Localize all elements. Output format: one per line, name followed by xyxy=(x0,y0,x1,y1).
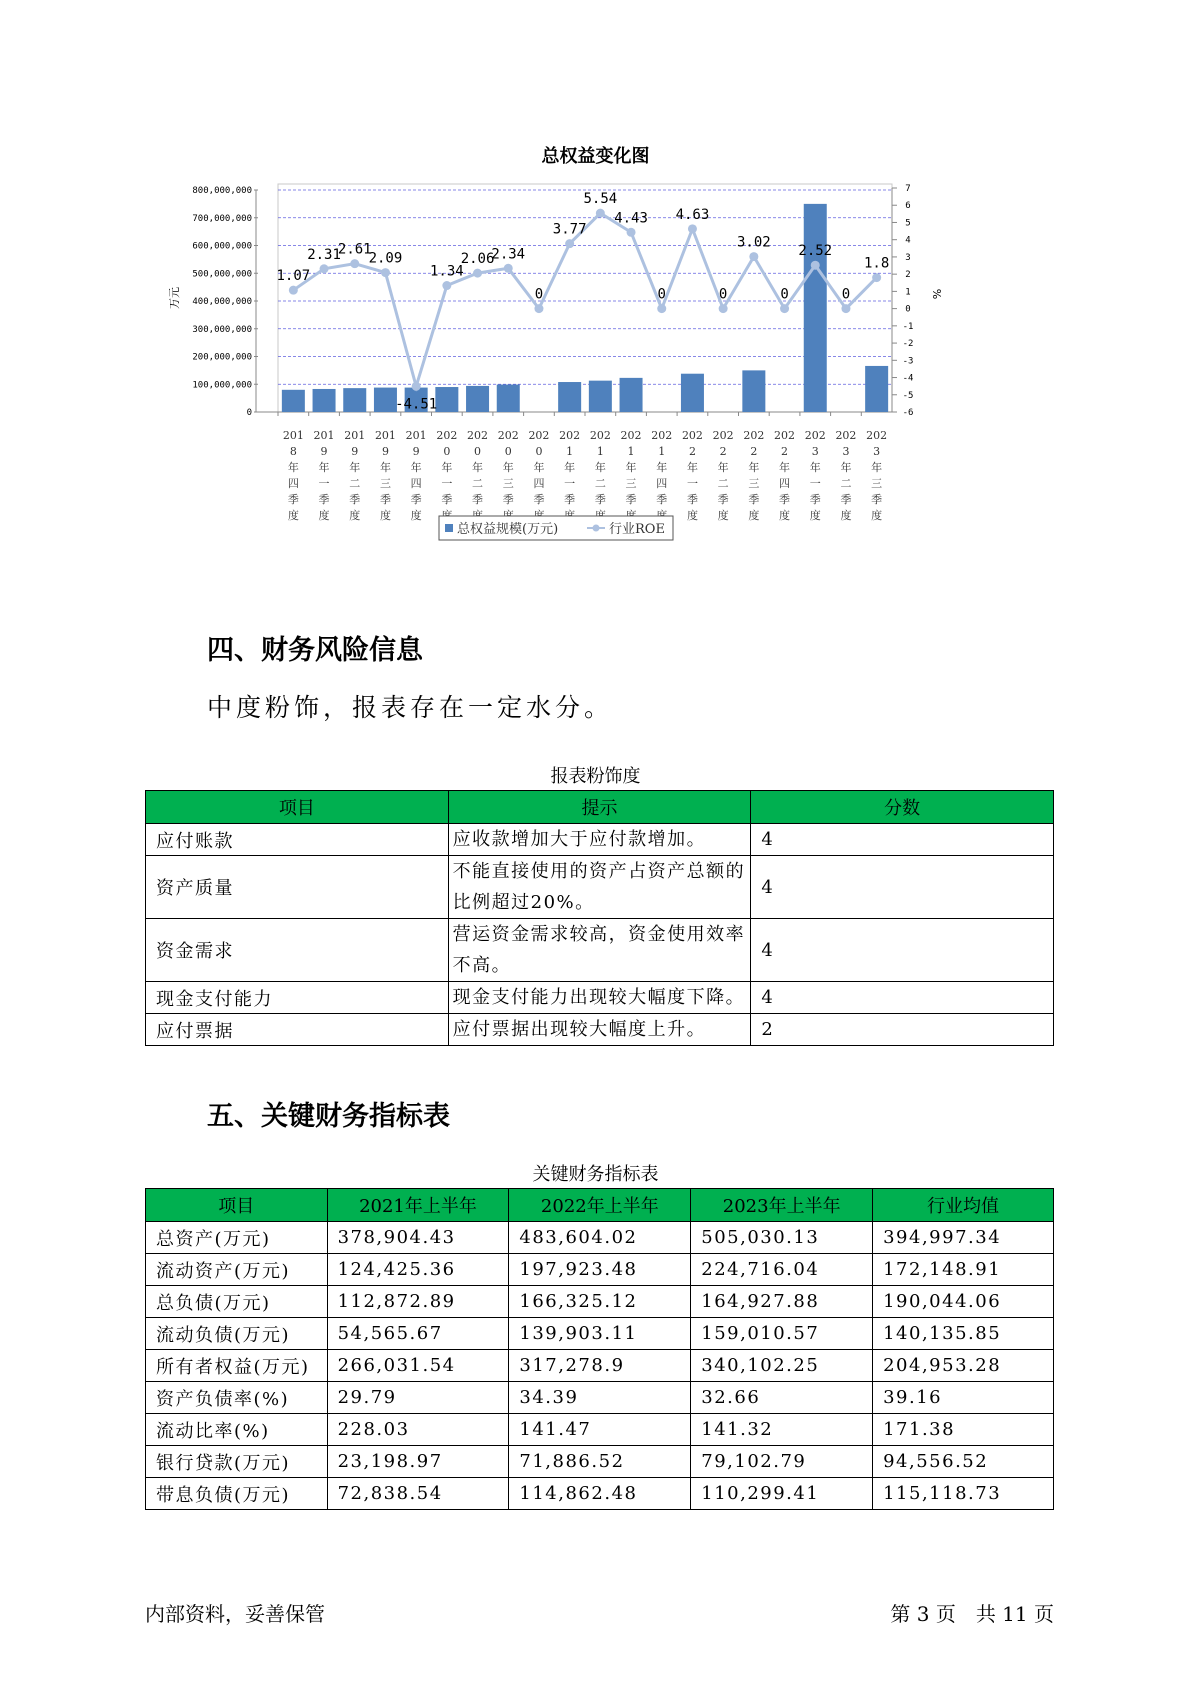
indicator-value-cell: 171.38 xyxy=(873,1414,1054,1446)
column-header: 项目 xyxy=(146,791,449,824)
footer-page-number: 第 3 页 共 11 页 xyxy=(890,1602,1054,1626)
right-axis-tick-label: 2 xyxy=(905,270,911,281)
indicator-name-cell: 银行贷款(万元) xyxy=(146,1446,328,1478)
left-axis-tick-label: 700,000,000 xyxy=(192,213,252,224)
roe-point xyxy=(841,304,850,313)
roe-data-label: 1.8 xyxy=(864,255,890,272)
item-cell: 应付票据 xyxy=(146,1014,449,1046)
indicator-value-cell: 29.79 xyxy=(327,1382,509,1414)
bar xyxy=(804,204,827,412)
roe-data-label: 0 xyxy=(841,286,851,303)
roe-point xyxy=(811,261,820,270)
x-axis-tick-label: 202 0 年四季 xyxy=(528,429,550,506)
x-axis-tick-label: 201 9 年一季度 xyxy=(313,429,335,522)
x-axis-tick-label: 202 1 年二季 xyxy=(589,429,611,506)
right-axis-tick-label: 0 xyxy=(905,304,911,315)
roe-point xyxy=(473,269,482,278)
indicator-value-cell: 94,556.52 xyxy=(873,1446,1054,1478)
roe-point xyxy=(350,259,359,268)
indicator-name-cell: 资产负债率(%) xyxy=(146,1382,328,1414)
roe-data-label: 2.52 xyxy=(798,243,833,260)
indicator-value-cell: 394,997.34 xyxy=(873,1222,1054,1254)
roe-point xyxy=(381,268,390,277)
roe-point xyxy=(504,264,513,273)
indicator-value-cell: 228.03 xyxy=(327,1414,509,1446)
x-axis-tick-label: 202 3 年三季度 xyxy=(866,429,888,522)
table-row xyxy=(146,1478,1054,1510)
indicator-value-cell: 54,565.67 xyxy=(327,1318,509,1350)
item-cell: 现金支付能力 xyxy=(146,982,449,1014)
roe-point xyxy=(596,209,605,218)
x-axis-tick-label: 201 9 年三季度 xyxy=(374,429,396,522)
table-row xyxy=(146,856,1054,919)
indicator-value-cell: 378,904.43 xyxy=(327,1222,509,1254)
risk-summary-text: 中度粉饰，报表存在一定水分。 xyxy=(207,693,614,722)
legend-bar-swatch xyxy=(445,524,453,532)
left-axis-label: 万元 xyxy=(168,287,181,309)
indicator-name-cell: 流动负债(万元) xyxy=(146,1318,328,1350)
indicator-value-cell: 112,872.89 xyxy=(327,1286,509,1318)
column-header: 项目 xyxy=(146,1189,328,1222)
tip-cell: 现金支付能力出现较大幅度下降。 xyxy=(448,982,751,1014)
score-cell: 4 xyxy=(751,856,1054,919)
indicator-value-cell: 172,148.91 xyxy=(873,1254,1054,1286)
roe-point xyxy=(320,264,329,273)
left-axis-tick-label: 800,000,000 xyxy=(192,186,252,196)
bar xyxy=(681,374,704,412)
item-cell: 资产质量 xyxy=(146,856,449,919)
indicator-value-cell: 71,886.52 xyxy=(509,1446,691,1478)
roe-point xyxy=(688,224,697,233)
left-axis-tick-label: 500,000,000 xyxy=(192,269,252,280)
indicator-value-cell: 340,102.25 xyxy=(691,1350,873,1382)
roe-data-label: 2.34 xyxy=(491,246,526,263)
indicator-value-cell: 505,030.13 xyxy=(691,1222,873,1254)
indicator-value-cell: 140,135.85 xyxy=(873,1318,1054,1350)
indicator-value-cell: 139,903.11 xyxy=(509,1318,691,1350)
chart-title: 总权益变化图 xyxy=(541,146,650,167)
right-axis-tick-label: 7 xyxy=(905,184,911,194)
table-header-row xyxy=(146,791,1054,824)
tip-cell: 应付票据出现较大幅度上升。 xyxy=(448,1014,751,1046)
score-cell: 4 xyxy=(751,824,1054,856)
score-cell: 4 xyxy=(751,919,1054,982)
column-header: 2023年上半年 xyxy=(691,1189,873,1222)
left-axis-tick-label: 600,000,000 xyxy=(192,241,252,252)
tip-cell: 应收款增加大于应付款增加。 xyxy=(448,824,751,856)
roe-point xyxy=(534,304,543,313)
whitewash-table xyxy=(145,790,1054,1046)
left-axis-tick-label: 300,000,000 xyxy=(192,324,252,335)
roe-data-label: 2.09 xyxy=(368,250,403,267)
indicator-value-cell: 266,031.54 xyxy=(327,1350,509,1382)
table-header-row xyxy=(146,1189,1054,1222)
x-axis-tick-label: 202 2 年二季度 xyxy=(712,429,734,522)
bar xyxy=(466,386,489,412)
right-axis-tick-label: 3 xyxy=(905,252,911,263)
indicator-value-cell: 72,838.54 xyxy=(327,1478,509,1510)
right-axis-tick-label: 1 xyxy=(905,287,911,298)
right-axis-tick-label: -6 xyxy=(902,408,914,418)
roe-data-label: 2.61 xyxy=(337,241,372,258)
roe-data-label: 0 xyxy=(657,286,666,303)
legend-bar-label: 总权益规模(万元) xyxy=(457,522,559,537)
indicator-name-cell: 带息负债(万元) xyxy=(146,1478,328,1510)
table-row xyxy=(146,1286,1054,1318)
table-row xyxy=(146,1350,1054,1382)
x-axis-tick-label: 201 8 年四季度 xyxy=(282,429,304,522)
table-row xyxy=(146,1014,1054,1046)
indicator-value-cell: 166,325.12 xyxy=(509,1286,691,1318)
indicator-value-cell: 224,716.04 xyxy=(691,1254,873,1286)
bar xyxy=(343,388,366,412)
x-axis-tick-label: 202 3 年一季度 xyxy=(804,429,826,522)
item-cell: 资金需求 xyxy=(146,919,449,982)
column-header: 行业均值 xyxy=(873,1189,1054,1222)
column-header: 2022年上半年 xyxy=(509,1189,691,1222)
x-axis-tick-label: 202 1 年四季 xyxy=(651,429,673,506)
tip-cell: 营运资金需求较高，资金使用效率不高。 xyxy=(448,919,751,982)
table-row xyxy=(146,982,1054,1014)
score-cell: 2 xyxy=(751,1014,1054,1046)
indicator-value-cell: 159,010.57 xyxy=(691,1318,873,1350)
roe-data-label: 2.06 xyxy=(460,251,495,268)
section-heading-key-indicators: 五、关键财务指标表 xyxy=(207,1101,450,1132)
indicator-value-cell: 23,198.97 xyxy=(327,1446,509,1478)
left-axis-tick-label: 100,000,000 xyxy=(192,380,252,391)
roe-data-label: 1.34 xyxy=(429,263,464,280)
table-row xyxy=(146,1254,1054,1286)
table-caption-key-indicators: 关键财务指标表 xyxy=(532,1164,659,1185)
bar xyxy=(620,378,643,412)
right-axis-tick-label: -4 xyxy=(902,373,914,384)
table-row xyxy=(146,1414,1054,1446)
x-axis-tick-label: 202 2 年四季度 xyxy=(774,429,796,522)
x-axis-tick-label: 202 2 年三季度 xyxy=(743,429,765,522)
x-axis-tick-label: 202 2 年一季度 xyxy=(681,429,703,522)
table-row xyxy=(146,1222,1054,1254)
indicator-value-cell: 141.47 xyxy=(509,1414,691,1446)
indicator-value-cell: 190,044.06 xyxy=(873,1286,1054,1318)
indicator-value-cell: 483,604.02 xyxy=(509,1222,691,1254)
roe-point xyxy=(872,273,881,282)
indicator-value-cell: 79,102.79 xyxy=(691,1446,873,1478)
indicator-value-cell: 32.66 xyxy=(691,1382,873,1414)
indicator-value-cell: 141.32 xyxy=(691,1414,873,1446)
indicator-value-cell: 124,425.36 xyxy=(327,1254,509,1286)
roe-data-label: 3.02 xyxy=(736,234,771,251)
key-indicators-table xyxy=(145,1188,1054,1510)
table-row xyxy=(146,1382,1054,1414)
bar xyxy=(742,370,765,412)
table-row xyxy=(146,1446,1054,1478)
table-row xyxy=(146,919,1054,982)
indicator-value-cell: 110,299.41 xyxy=(691,1478,873,1510)
indicator-value-cell: 204,953.28 xyxy=(873,1350,1054,1382)
bar xyxy=(435,387,458,412)
indicator-name-cell: 流动资产(万元) xyxy=(146,1254,328,1286)
plot-area xyxy=(278,184,892,412)
x-axis-tick-label: 201 9 年二季度 xyxy=(344,429,366,522)
indicator-value-cell: 317,278.9 xyxy=(509,1350,691,1382)
left-axis-tick-label: 400,000,000 xyxy=(192,297,252,307)
legend-line-marker xyxy=(593,525,600,532)
roe-data-label: 0 xyxy=(780,286,789,303)
roe-data-label: 2.31 xyxy=(307,246,341,263)
roe-point xyxy=(719,304,728,313)
x-axis-tick-label: 202 3 年二季度 xyxy=(835,429,857,522)
roe-data-label: 3.77 xyxy=(552,221,587,238)
roe-point xyxy=(289,286,298,295)
bar xyxy=(497,385,520,412)
left-axis-tick-label: 200,000,000 xyxy=(192,352,252,363)
bar xyxy=(865,366,888,412)
score-cell: 4 xyxy=(751,982,1054,1014)
indicator-value-cell: 197,923.48 xyxy=(509,1254,691,1286)
table-row xyxy=(146,824,1054,856)
column-header: 提示 xyxy=(448,791,751,824)
indicator-name-cell: 总负债(万元) xyxy=(146,1286,328,1318)
column-header: 分数 xyxy=(751,791,1054,824)
indicator-value-cell: 39.16 xyxy=(873,1382,1054,1414)
equity-chart xyxy=(150,170,1050,610)
right-axis-tick-label: 5 xyxy=(905,218,911,229)
right-axis-tick-label: 4 xyxy=(905,235,911,246)
bar xyxy=(282,390,305,412)
right-axis-tick-label: 6 xyxy=(905,201,911,212)
right-axis-label: % xyxy=(930,288,943,300)
column-header: 2021年上半年 xyxy=(327,1189,509,1222)
table-caption-whitewash: 报表粉饰度 xyxy=(550,766,641,787)
footer-confidential-note: 内部资料，妥善保管 xyxy=(145,1602,325,1626)
x-axis-tick-label: 202 0 年二季 xyxy=(467,429,489,506)
roe-data-label: 4.63 xyxy=(675,206,710,223)
bar xyxy=(558,382,581,412)
tip-cell: 不能直接使用的资产占资产总额的比例超过20%。 xyxy=(448,856,751,919)
roe-data-label: 0 xyxy=(534,286,544,303)
indicator-name-cell: 总资产(万元) xyxy=(146,1222,328,1254)
bar xyxy=(374,388,397,412)
table-row xyxy=(146,1318,1054,1350)
right-axis-tick-label: -2 xyxy=(902,339,914,350)
x-axis-tick-label: 201 9 年四季度 xyxy=(405,429,427,522)
roe-data-label: 0 xyxy=(718,286,728,303)
roe-data-label: -4.51 xyxy=(395,396,438,413)
indicator-value-cell: 34.39 xyxy=(509,1382,691,1414)
right-axis-tick-label: -1 xyxy=(902,321,914,332)
roe-point xyxy=(565,239,574,248)
roe-point xyxy=(780,304,789,313)
section-heading-financial-risk: 四、财务风险信息 xyxy=(207,635,423,666)
indicator-value-cell: 164,927.88 xyxy=(691,1286,873,1318)
x-axis-tick-label: 202 0 年三季 xyxy=(497,429,519,506)
indicator-value-cell: 115,118.73 xyxy=(873,1478,1054,1510)
bar xyxy=(313,389,336,412)
right-axis-tick-label: -5 xyxy=(902,390,914,401)
roe-point xyxy=(442,281,451,290)
roe-line xyxy=(293,213,876,386)
roe-point xyxy=(657,304,666,313)
roe-data-label: 1.07 xyxy=(276,268,311,285)
x-axis-tick-label: 202 1 年三季 xyxy=(620,429,642,506)
indicator-value-cell: 114,862.48 xyxy=(509,1478,691,1510)
roe-point xyxy=(412,382,421,391)
roe-point xyxy=(627,228,636,237)
roe-data-label: 4.43 xyxy=(614,210,648,227)
item-cell: 应付账款 xyxy=(146,824,449,856)
x-axis-tick-label: 202 0 年一季 xyxy=(436,429,458,506)
left-axis-tick-label: 0 xyxy=(246,408,252,418)
bar xyxy=(589,381,612,412)
indicator-name-cell: 所有者权益(万元) xyxy=(146,1350,328,1382)
roe-data-label: 5.54 xyxy=(583,191,618,208)
x-axis-tick-label: 202 1 年一季 xyxy=(559,429,581,506)
legend-line-label: 行业ROE xyxy=(609,522,665,537)
right-axis-tick-label: -3 xyxy=(902,356,914,367)
roe-point xyxy=(749,252,758,261)
indicator-name-cell: 流动比率(%) xyxy=(146,1414,328,1446)
